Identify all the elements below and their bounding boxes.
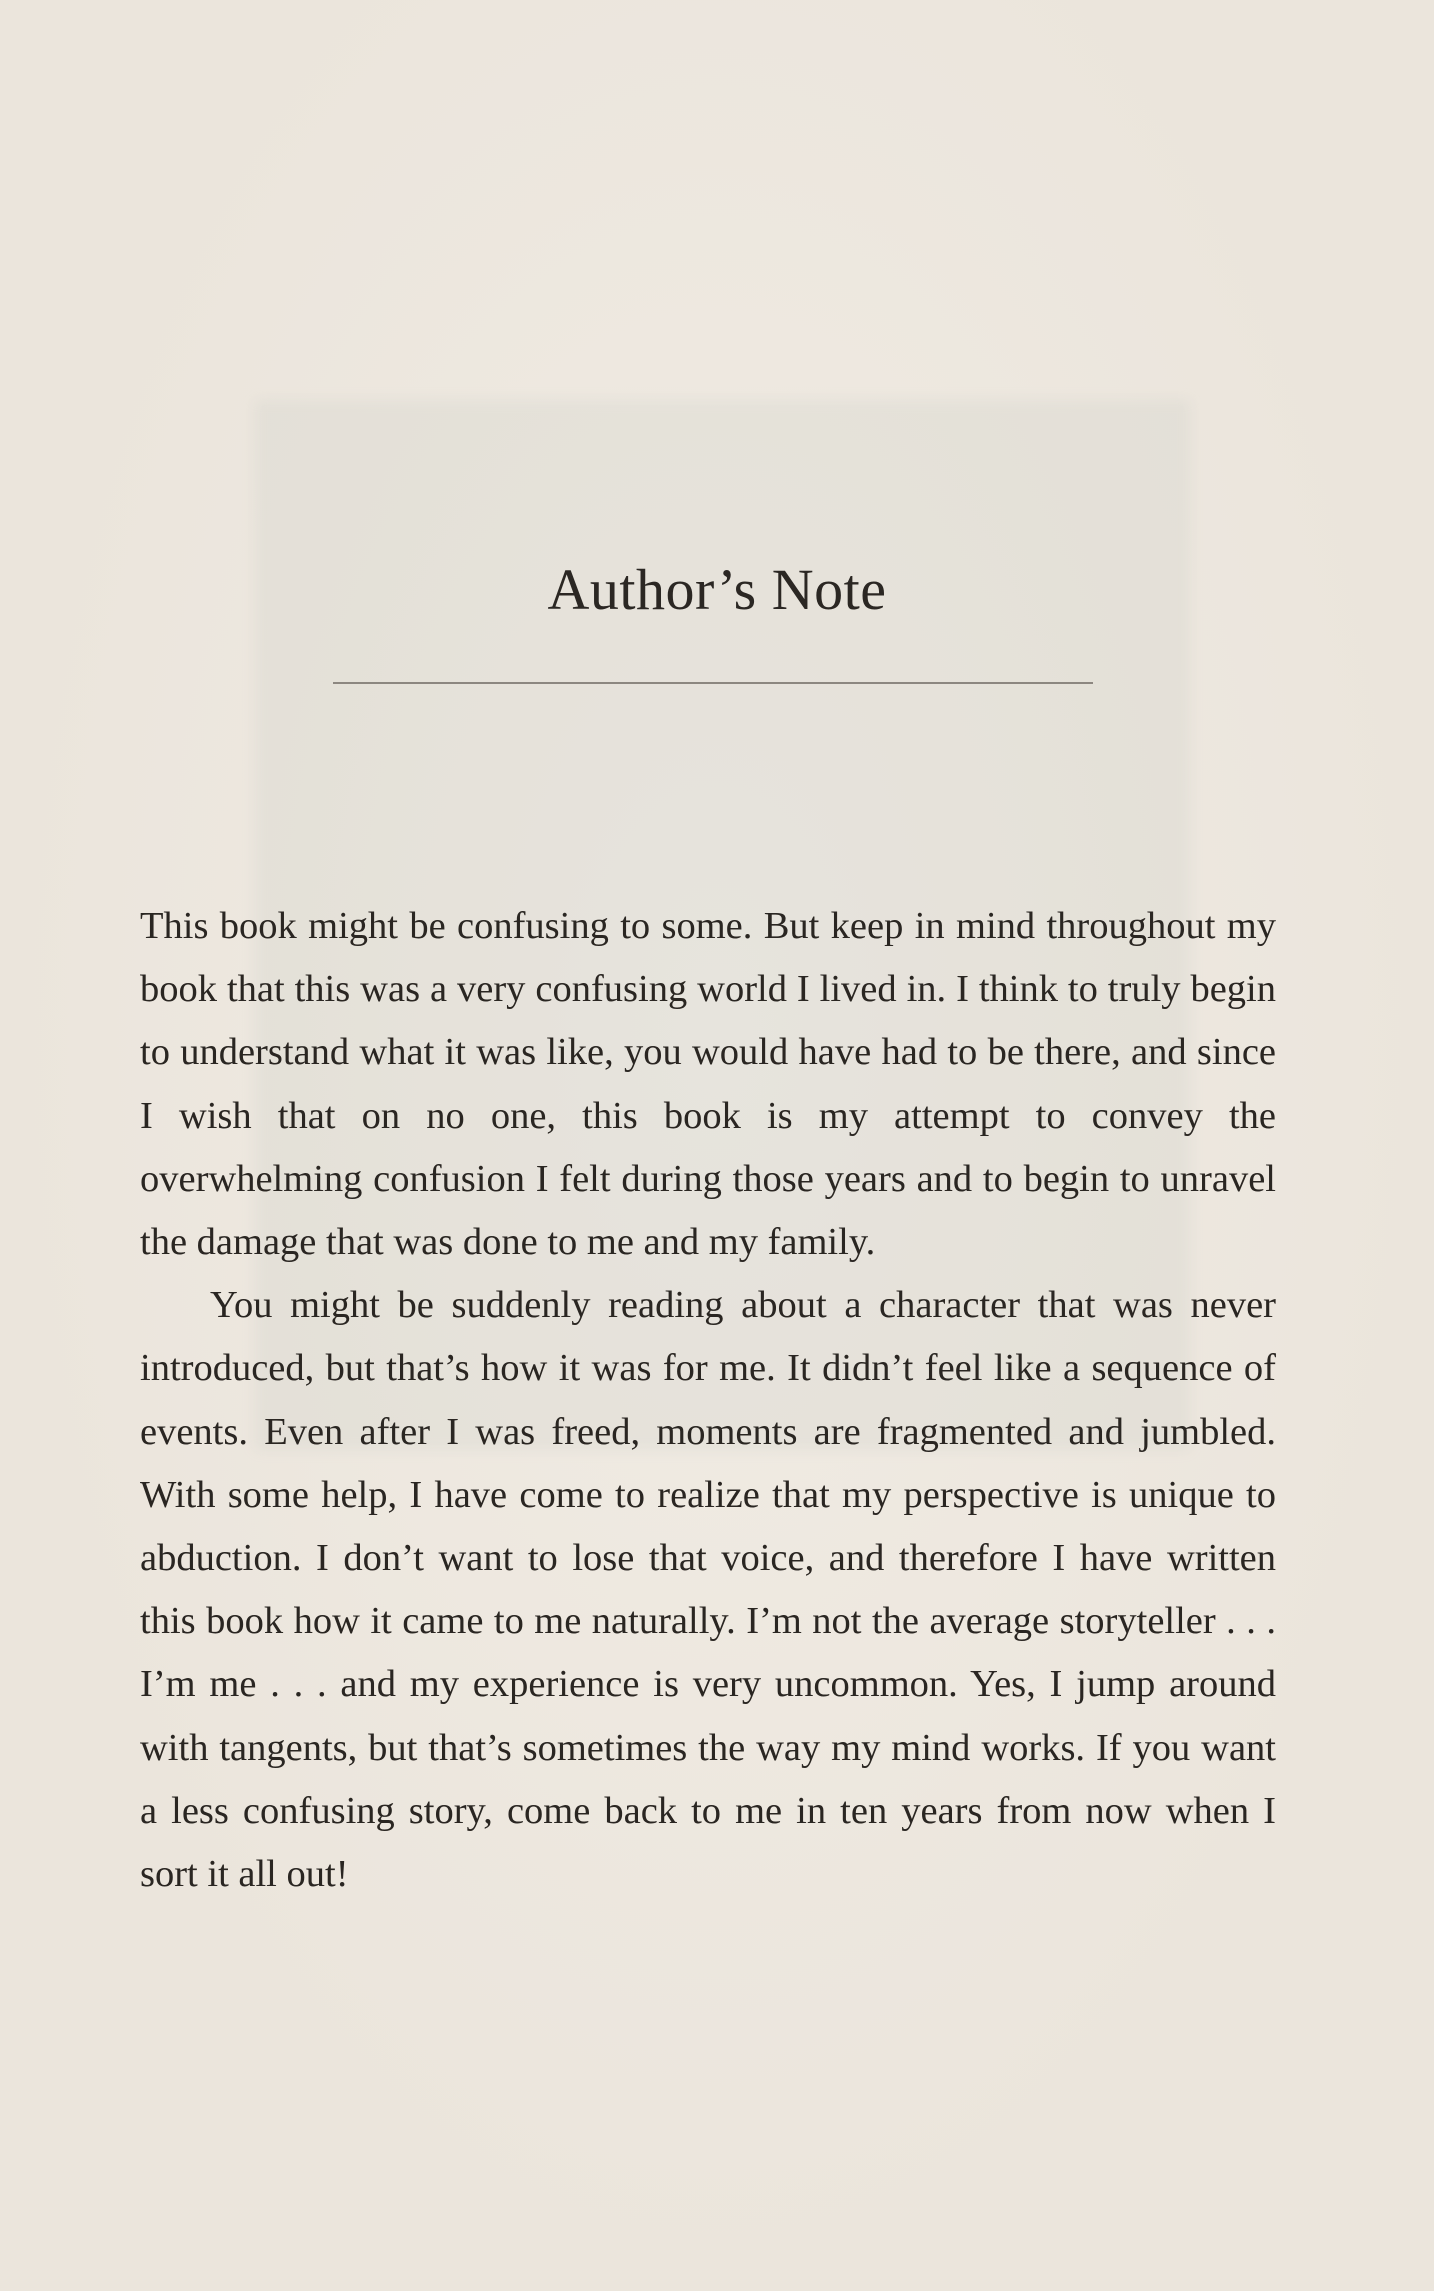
title-rule [333,682,1093,684]
page-title: Author’s Note [547,557,887,622]
note-body [140,895,1276,1906]
paragraph-1: This book might be confusing to some. But keep in mind throughout my book that this was a very confusing world I lived in. I think to truly begin to understand what it was like, you would have had to be there, and since I wish that on no one, this book is my attempt to convey the overwhelming confusion I felt during those years and to begin to unravel the damage that was done to me and my family. [140,905,1276,1264]
paragraph-2: You might be suddenly reading about a character that was never introduced, but that’s how it was for me. It didn’t feel like a sequence of events. Even after I was freed, moments are fragmented and jumbled. With some help, I have come to realize that my perspective is unique to abduction. I don’t want to lose that voice, and therefore I have written this book how it came to me naturally. I’m not the average storyteller . . . I’m me . . . and my experience is very uncommon. Yes, I jump around with tangents, but that’s sometimes the way my mind works. If you want a less confusing story, come back to me in ten years from now when I sort it all out! [140,1284,1276,1896]
